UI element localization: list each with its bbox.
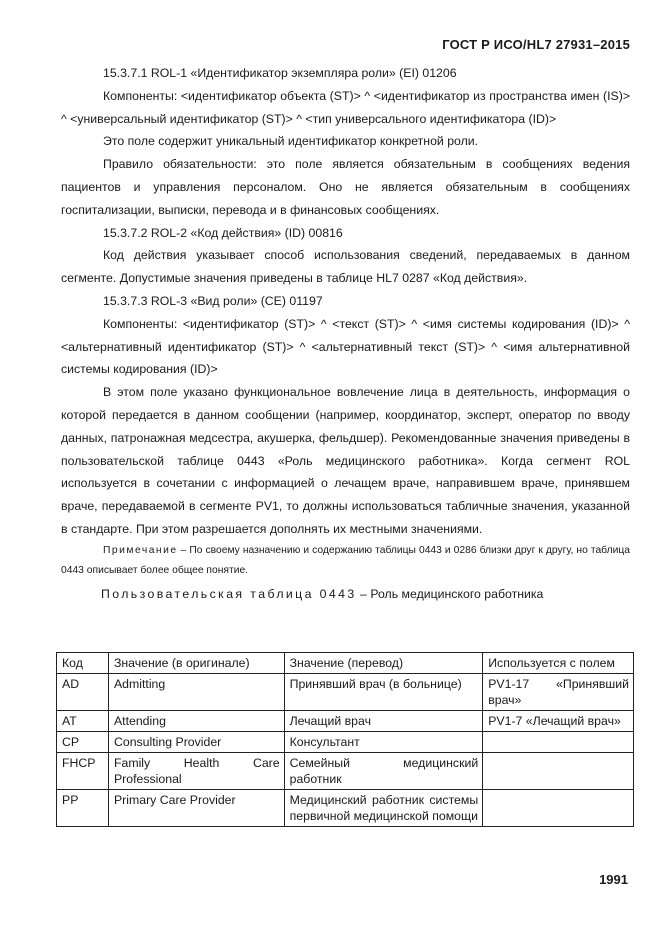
document-header: ГОСТ Р ИСО/HL7 27931–2015 [442, 37, 630, 52]
cell-translation: Консультант [284, 732, 483, 753]
cell-translation: Медицинский работник системы первичной медицинской помощи [284, 790, 483, 827]
paragraph-components-rol-1: Компоненты: <идентификатор объекта (ST)> ^ <идентификатор из пространства имен (IS)> ^ <универсальный идентификатор (ST)> ^ <тип универсального идентификатора (ID)> [61, 88, 630, 126]
cell-translation: Принявший врач (в больнице) [284, 674, 483, 711]
note [61, 541, 630, 581]
cell-original-value: Family Health Care Professional [108, 753, 284, 790]
cell-code: AD [57, 674, 109, 711]
cell-used-with-field: PV1-7 «Лечащий врач» [483, 711, 634, 732]
table-row [57, 674, 634, 711]
section-heading-rol-3: 15.3.7.3 ROL-3 «Вид роли» (СЕ) 01197 [103, 293, 323, 308]
cell-code: CP [57, 732, 109, 753]
cell-original-value: Attending [108, 711, 284, 732]
cell-used-with-field [483, 753, 634, 790]
cell-used-with-field: PV1-17 «Принявший врач» [483, 674, 634, 711]
cell-used-with-field [483, 732, 634, 753]
page-number: 1991 [599, 872, 628, 887]
header-code: Код [57, 653, 109, 674]
header-translation: Значение (перевод) [284, 653, 483, 674]
header-original-value: Значение (в оригинале) [108, 653, 284, 674]
paragraph-action-code: Код действия указывает способ использования сведений, передаваемых в данном сегменте. Допустимые значения приведены в таблице HL7 0287 «Код действия». [61, 248, 630, 286]
table-title [61, 584, 630, 604]
note-text: – По своему назначению и содержанию таблицы 0443 и 0286 близки друг к другу, но таблица 0443 описывает более общее понятие. [61, 544, 630, 576]
cell-code: PP [57, 790, 109, 827]
paragraph-components-rol-3: Компоненты: <идентификатор (ST)> ^ <текст (ST)> ^ <имя системы кодирования (ID)> ^ <альтернативный идентификатор (ST)> ^ <альтернативный текст (ST)> ^ <имя альтернативной системы кодирования (ID)> [61, 316, 630, 377]
cell-code: FHCP [57, 753, 109, 790]
body-text [61, 62, 630, 608]
header-used-with-field: Используется с полем [483, 653, 634, 674]
cell-code: AT [57, 711, 109, 732]
table-header-row [57, 653, 634, 674]
roles-table [56, 652, 634, 827]
paragraph-obligation-rule: Правило обязательности: это поле является обязательным в сообщениях ведения пациентов и управления персоналом. Оно не является обязательным в сообщениях госпитализации, выписки, перевода и в финансовых сообщениях. [61, 157, 630, 217]
section-heading-rol-1: 15.3.7.1 ROL-1 «Идентификатор экземпляра роли» (EI) 01206 [103, 66, 457, 80]
cell-translation: Семейный медицинский работник [284, 753, 483, 790]
table-row [57, 753, 634, 790]
cell-used-with-field [483, 790, 634, 827]
section-heading-rol-2: 15.3.7.2 ROL-2 «Код действия» (ID) 00816 [103, 225, 343, 240]
table-row [57, 732, 634, 753]
table-title-label: Пользовательская таблица 0443 [101, 586, 357, 601]
cell-original-value: Consulting Provider [108, 732, 284, 753]
cell-translation: Лечащий врач [284, 711, 483, 732]
paragraph-field-description: Это поле содержит уникальный идентификатор конкретной роли. [103, 134, 479, 149]
table-title-rest: – Роль медицинского работника [356, 586, 544, 601]
paragraph-role-description: В этом поле указано функциональное вовлечение лица в деятельность, информация о которой передается в данном сообщении (например, координатор, эксперт, оператор по вводу данных, патронажная медсестра, акушерка, фельдшер). Рекомендованные значения приведены в пользовательской таблице 0443 «Роль медицинского работника». Когда сегмент ROL используется в сочетании с информацией о лечащем враче, направившем враче, принявшем враче, передаваемой в сегменте PV1, то должны использоваться табличные значения, указанной в стандарте. При этом разрешается дополнять их местными значениями. [61, 385, 630, 536]
cell-original-value: Admitting [108, 674, 284, 711]
note-label: Примечание [103, 544, 178, 556]
table-row [57, 711, 634, 732]
cell-original-value: Primary Care Provider [108, 790, 284, 827]
table-row [57, 790, 634, 827]
